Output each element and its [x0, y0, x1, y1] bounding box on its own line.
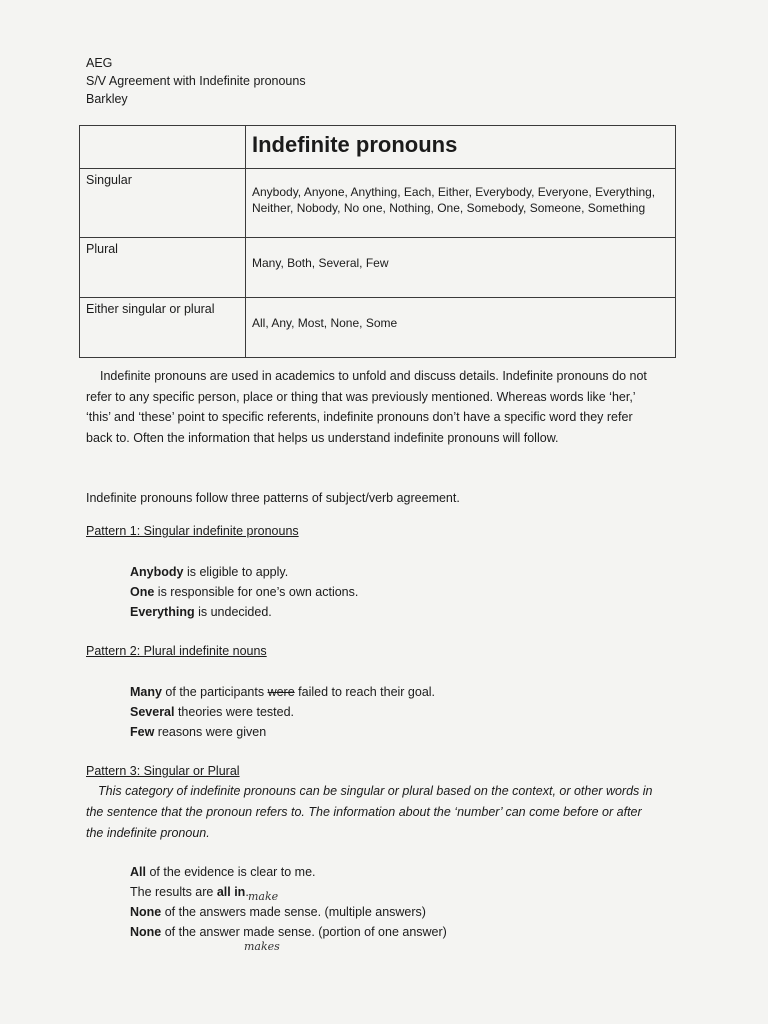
- row-value: Anybody, Anyone, Anything, Each, Either, Everybody, Everyone, Everything, Neither, Nobody, No one, Nothing, One, Somebody, Someone, Something: [252, 185, 656, 215]
- table-header-row: [80, 126, 676, 169]
- example-subject: all in: [216, 885, 246, 899]
- row-label: Singular: [80, 169, 246, 238]
- description-line: This category of indefinite pronouns can be singular or plural based on the context, or other words in: [98, 784, 653, 798]
- example-sentence: [130, 562, 358, 582]
- example-subject: Everything: [130, 605, 195, 619]
- handwritten-note: makes: [244, 940, 280, 953]
- example-subject: None: [130, 925, 162, 939]
- indefinite-pronouns-table: [79, 125, 676, 358]
- author-name: Barkley: [86, 92, 128, 106]
- example-sentence: [130, 902, 447, 922]
- example-subject: One: [130, 585, 155, 599]
- example-rest: is undecided.: [194, 605, 272, 619]
- example-subject: Few: [130, 725, 155, 739]
- intro-line: back to. Often the information that helps us understand indefinite pronouns will follow.: [86, 430, 559, 445]
- example-subject: Many: [130, 685, 162, 699]
- example-subject: Anybody: [130, 565, 184, 579]
- patterns-intro: Indefinite pronouns follow three patterns of subject/verb agreement.: [86, 491, 460, 505]
- row-value-cell: [246, 169, 676, 238]
- example-sentence: [130, 722, 435, 742]
- intro-line: refer to any specific person, place or thing that was previously mentioned. Whereas words like ‘her,’: [86, 389, 636, 404]
- intro-line: Indefinite pronouns are used in academics to unfold and discuss details. Indefinite pronouns do not: [100, 369, 647, 383]
- example-rest: .: [245, 885, 249, 899]
- handwritten-note: make: [248, 890, 279, 903]
- description-line: the sentence that the pronoun refers to. The information about the ‘number’ can come before or after: [86, 805, 642, 819]
- example-rest: reasons were given: [154, 725, 267, 739]
- example-sentence: [130, 602, 358, 622]
- example-sentence: [130, 882, 447, 902]
- example-rest: is responsible for one’s own actions.: [154, 585, 359, 599]
- pattern2-heading: Pattern 2: Plural indefinite nouns: [86, 644, 267, 658]
- pattern2-examples: [130, 682, 435, 742]
- example-subject: Several: [130, 705, 175, 719]
- document-title: S/V Agreement with Indefinite pronouns: [86, 74, 306, 88]
- example-subject: None: [130, 905, 162, 919]
- example-rest: failed to reach their goal.: [294, 685, 436, 699]
- table-title: Indefinite pronouns: [252, 132, 458, 157]
- example-sentence: [130, 702, 435, 722]
- pattern1-examples: [130, 562, 358, 622]
- example-sentence: [130, 922, 447, 942]
- example-sentence: [130, 682, 435, 702]
- intro-line: ‘this’ and ‘these’ point to specific referents, indefinite pronouns don’t have a specific word they refer: [86, 410, 633, 424]
- course-code: AEG: [86, 56, 113, 70]
- table-row: [80, 298, 676, 358]
- document-header: [86, 54, 306, 108]
- example-sentence: [130, 582, 358, 602]
- row-label: Plural: [80, 238, 246, 298]
- struck-word: were: [267, 685, 295, 699]
- pattern1-heading: Pattern 1: Singular indefinite pronouns: [86, 524, 299, 538]
- example-rest: of the answer made sense. (portion of one answer): [161, 925, 447, 939]
- example-rest: is eligible to apply.: [183, 565, 289, 579]
- example-rest: of the evidence is clear to me.: [145, 865, 316, 879]
- row-value: Many, Both, Several, Few: [252, 256, 389, 270]
- table-row: [80, 238, 676, 298]
- example-rest: of the answers made sense. (multiple answers): [161, 905, 426, 919]
- pattern3-examples: [130, 862, 447, 942]
- table-row: [80, 169, 676, 238]
- intro-paragraph: [86, 366, 686, 448]
- description-line: the indefinite pronoun.: [86, 826, 210, 840]
- row-label: Either singular or plural: [80, 298, 246, 358]
- example-pre: of the participants: [161, 685, 268, 699]
- example-sentence: [130, 862, 447, 882]
- example-subject: All: [130, 865, 146, 879]
- row-value-cell: [246, 238, 676, 298]
- table-title-cell: [246, 126, 676, 169]
- table-header-empty-cell: [80, 126, 246, 169]
- example-pre: The results are: [130, 885, 217, 899]
- row-value: All, Any, Most, None, Some: [252, 316, 398, 330]
- pattern3-description: [86, 781, 686, 844]
- row-value-cell: [246, 298, 676, 358]
- example-rest: theories were tested.: [174, 705, 294, 719]
- pattern3-heading: Pattern 3: Singular or Plural: [86, 764, 240, 778]
